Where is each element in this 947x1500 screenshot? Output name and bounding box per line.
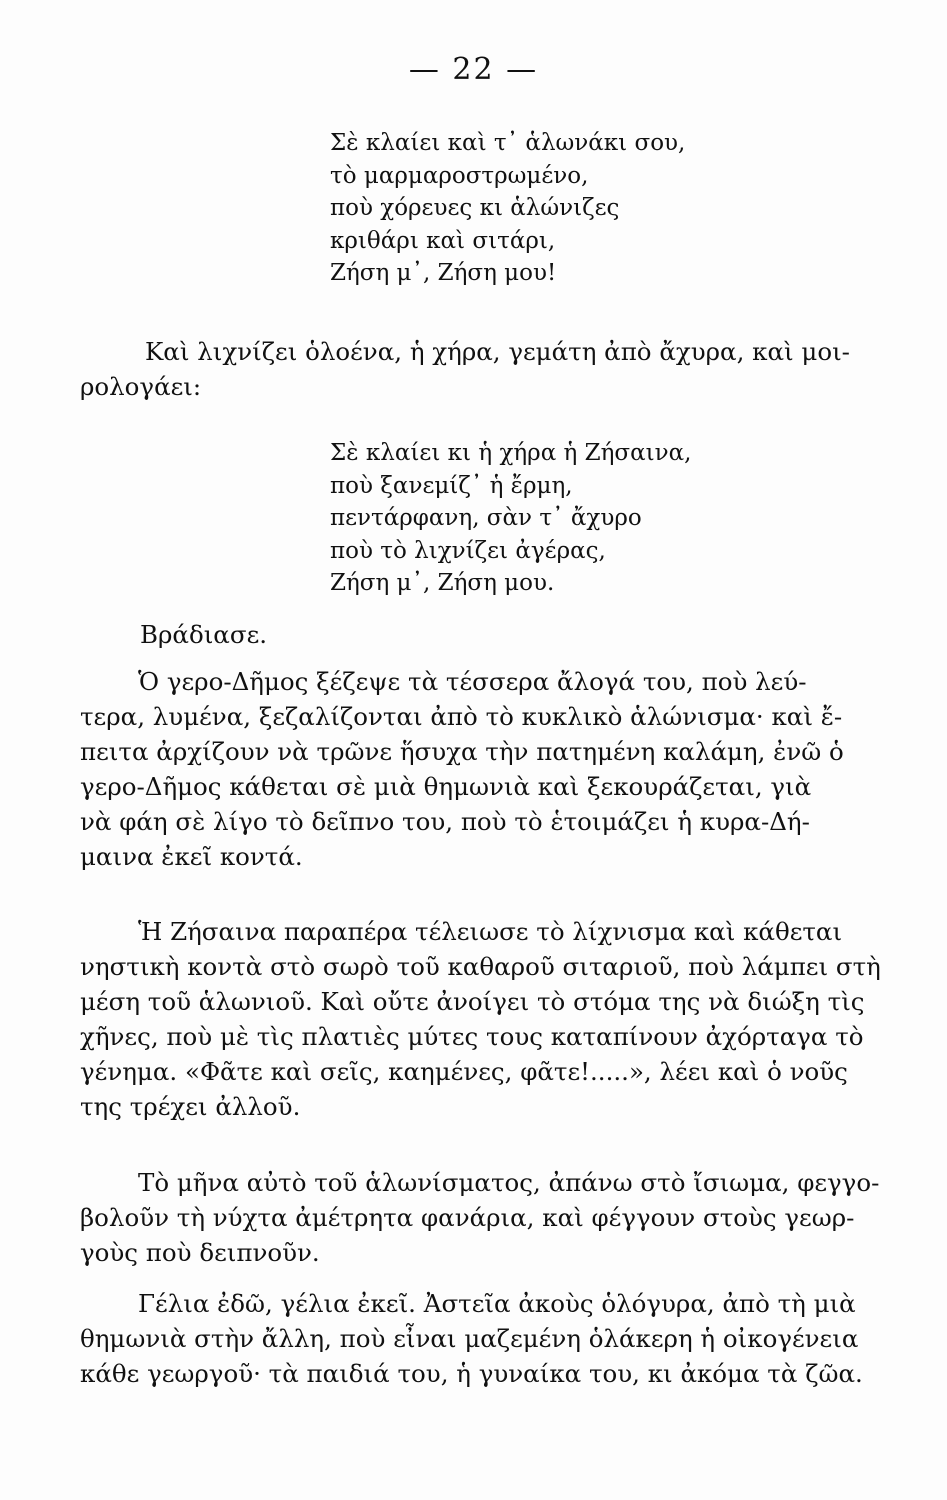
text-line: νηστικὴ κοντὰ στὸ σωρὸ τοῦ καθαροῦ σιταριοῦ, ποὺ λάμπει στὴ xyxy=(80,952,881,981)
text-line: Ὁ γερο-Δῆμος ξέζεψε τὰ τέσσερα ἄλογά του, ποὺ λεύ- xyxy=(138,667,807,696)
text-line: Καὶ λιχνίζει ὁλοένα, ἡ χήρα, γεμάτη ἀπὸ ἄχυρα, καὶ μοι- xyxy=(145,337,850,366)
text-line: μαινα ἐκεῖ κοντά. xyxy=(80,842,303,871)
paragraph-intro xyxy=(80,334,850,404)
verse-line: ποὺ τὸ λιχνίζει ἀγέρας, xyxy=(330,537,606,564)
text-line: πειτα ἀρχίζουν νὰ τρῶνε ἥσυχα τὴν πατημένη καλάμη, ἐνῶ ὁ xyxy=(80,737,844,766)
verse-stanza-2 xyxy=(330,437,691,600)
text-line: τερα, λυμένα, ξεζαλίζονται ἀπὸ τὸ κυκλικὸ ἁλώνισμα· καὶ ἔ- xyxy=(80,702,843,731)
text-line: κάθε γεωργοῦ· τὰ παιδιά του, ἡ γυναίκα του, κι ἀκόμα τὰ ζῶα. xyxy=(80,1359,863,1388)
verse-line: Σὲ κλαίει κι ἡ χήρα ἡ Ζήσαινα, xyxy=(330,440,692,466)
verse-line: ποὺ χόρευες κι ἁλώνιζες xyxy=(330,195,620,221)
verse-line: κριθάρι καὶ σιτάρι, xyxy=(330,227,556,254)
paragraph-vradiase: Βράδιασε. xyxy=(140,620,268,649)
text-line: θημωνιὰ στὴν ἄλλη, ποὺ εἶναι μαζεμένη ὁλάκερη ἡ οἰκογένεια xyxy=(80,1324,859,1353)
text-line: Γέλια ἐδῶ, γέλια ἐκεῖ. Ἀστεῖα ἀκοὺς ὁλόγυρα, ἀπὸ τὴ μιὰ xyxy=(138,1289,856,1318)
verse-line: Ζήση μ᾽, Ζήση μου. xyxy=(330,570,555,596)
paragraph-d xyxy=(80,1286,863,1391)
text-line: βολοῦν τὴ νύχτα ἀμέτρητα φανάρια, καὶ φέγγουν στοὺς γεωρ- xyxy=(80,1203,855,1232)
text-line: γοὺς ποὺ δειπνοῦν. xyxy=(80,1238,320,1267)
paragraph-c xyxy=(80,1165,879,1270)
verse-line: τὸ μαρμαροστρωμένο, xyxy=(330,162,589,189)
verse-line: ποὺ ξανεμίζ᾽ ἡ ἔρμη, xyxy=(330,472,573,499)
text-line: χῆνες, ποὺ μὲ τὶς πλατιὲς μύτες τους καταπίνουν ἀχόρταγα τὸ xyxy=(80,1022,864,1051)
text-line: μέση τοῦ ἁλωνιοῦ. Καὶ οὔτε ἀνοίγει τὸ στόμα της νὰ διώξη τὶς xyxy=(80,987,865,1016)
text-line: της τρέχει ἀλλοῦ. xyxy=(80,1092,301,1121)
page-number: — 22 — xyxy=(408,52,539,87)
verse-stanza-1 xyxy=(330,127,685,290)
verse-line: Ζήση μ᾽, Ζήση μου! xyxy=(330,260,557,286)
text-line: Ἡ Ζήσαινα παραπέρα τέλειωσε τὸ λίχνισμα καὶ κάθεται xyxy=(138,917,843,946)
text-line: γερο-Δῆμος κάθεται σὲ μιὰ θημωνιὰ καὶ ξεκουράζεται, γιὰ xyxy=(80,772,812,801)
text-line: Τὸ μῆνα αὐτὸ τοῦ ἁλωνίσματος, ἀπάνω στὸ ἴσιωμα, φεγγο- xyxy=(138,1168,880,1197)
verse-line: πεντάρφανη, σὰν τ᾽ ἄχυρο xyxy=(330,505,642,531)
text-line: γένημα. «Φᾶτε καὶ σεῖς, καημένες, φᾶτε!.....», λέει καὶ ὁ νοῦς xyxy=(80,1057,848,1086)
text-line: ρολογάει: xyxy=(80,372,202,401)
verse-line: Σὲ κλαίει καὶ τ᾽ ἁλωνάκι σου, xyxy=(330,130,686,156)
text-line: νὰ φάη σὲ λίγο τὸ δεῖπνο του, ποὺ τὸ ἑτοιμάζει ἡ κυρα-Δή- xyxy=(80,807,810,836)
paragraph-a xyxy=(80,664,844,874)
paragraph-b xyxy=(80,914,881,1124)
